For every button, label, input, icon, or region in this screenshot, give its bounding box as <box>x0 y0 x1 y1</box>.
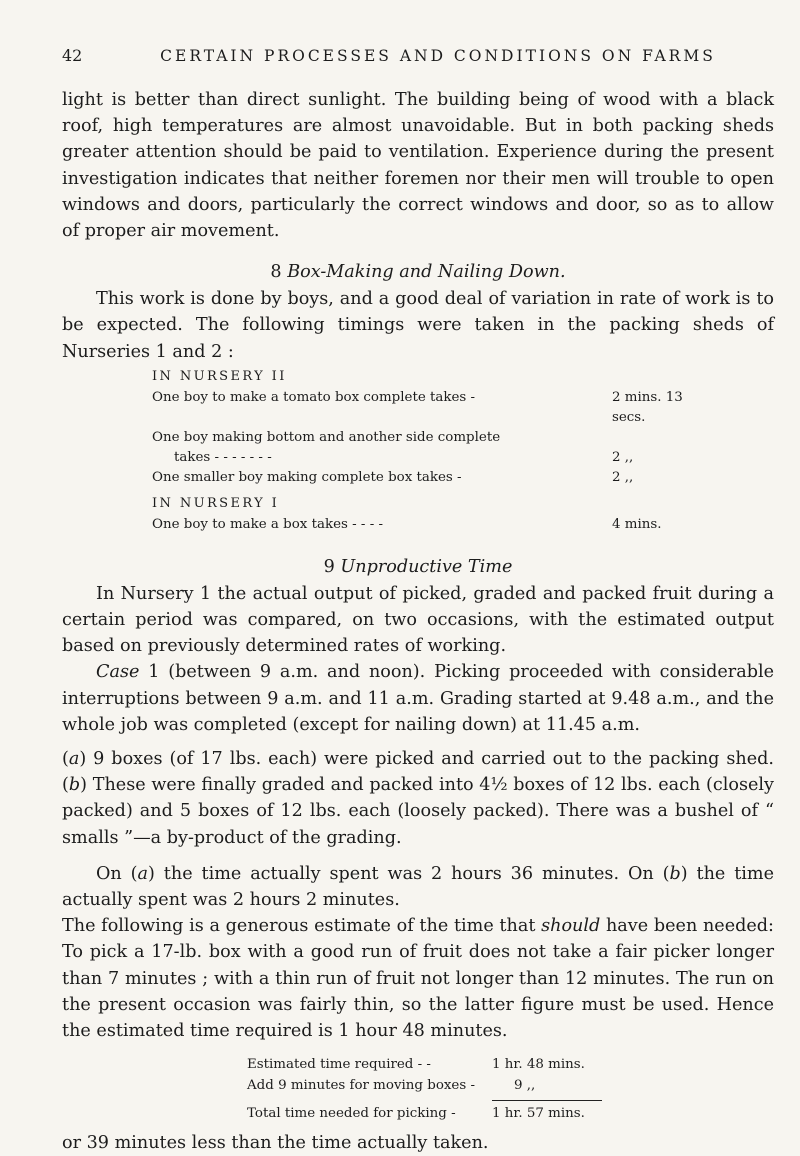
estimate-table <box>247 1054 627 1124</box>
running-header <box>62 46 774 65</box>
section-9-paragraph: In Nursery 1 the actual output of picked, graded and packed fruit during a certain period was compared, on two occasions, with the estimated output based on previously determined rates of working. <box>62 583 774 657</box>
section-8-number: 8 <box>270 262 282 283</box>
nursery-1-timings <box>152 515 712 535</box>
estimate-total-row: Total time needed for picking - 1 hr. 57 mins. <box>247 1106 585 1122</box>
running-title: CERTAIN PROCESSES AND CONDITIONS ON FARMS <box>160 47 716 65</box>
section-8-heading <box>62 262 774 282</box>
nursery-1-heading: IN NURSERY I <box>152 495 280 511</box>
boxes-paragraph: (a) 9 boxes (of 17 lbs. each) were picked and carried out to the packing shed. (b) These were finally graded and packed into 4½ boxes of 12 lbs. each (closely packed) and 5 boxes of 12 lbs. each (loosely packed). There was a bushel of “ smalls ”—a by-product of the grading. <box>62 749 774 848</box>
section-8-paragraph: This work is done by boys, and a good deal of variation in rate of work is to be expected. The following timings were taken in the packing sheds of Nurseries 1 and 2 : <box>62 289 774 362</box>
nursery-2-heading: IN NURSERY II <box>152 368 287 384</box>
closing-line: or 39 minutes less than the time actually taken. <box>62 1133 489 1154</box>
estimate-row: Add 9 minutes for moving boxes - 9 ,, <box>247 1078 536 1094</box>
estimate-row: Estimated time required - - 1 hr. 48 mins. <box>247 1057 585 1073</box>
section-9-title: Unproductive Time <box>340 556 513 577</box>
section-9-heading <box>62 557 774 577</box>
intro-paragraph: light is better than direct sunlight. The building being of wood with a black roof, high temperatures are almost unavoidable. But in both packing sheds greater attention should be paid to ventilation. Experience during the present investigation indicates that neither foremen nor their men will trouble to open windows and doors, particularly the correct windows and door, so as to allow of proper air movement. <box>62 90 774 242</box>
page-number: 42 <box>62 46 83 65</box>
sum-rule <box>492 1100 602 1101</box>
page <box>62 46 774 1156</box>
time-spent-paragraph: On (a) the time actually spent was 2 hours 36 minutes. On (b) the time actually spent was 2 hours 2 minutes. <box>62 863 775 911</box>
nursery-2-timings <box>152 388 712 488</box>
timing-row: One boy making bottom and another side complete <box>152 429 501 445</box>
timing-row: One smaller boy making complete box takes - 2 ,, <box>152 469 634 485</box>
case-paragraph: Case 1 (between 9 a.m. and noon). Picking proceeded with considerable interruptions between 9 a.m. and 11 a.m. Grading started at 9.48 a.m., and the whole job was completed (except for nailing down) at 11.45 a.m. <box>62 662 774 735</box>
timing-row: One boy to make a box takes - - - - 4 mins. <box>152 516 662 532</box>
timing-row: One boy to make a tomato box complete takes - 2 mins. 13 secs. <box>152 389 683 425</box>
estimate-paragraph: The following is a generous estimate of the time that should have been needed: To pick a 17-lb. box with a good run of fruit does not take a fair picker longer than 7 minutes ; with a thin run of fruit not longer than 12 minutes. The run on the present occasion was fairly thin, so the latter figure must be used. Hence the estimated time required is 1 hour 48 minutes. <box>62 916 774 1042</box>
section-8-title: Box-Making and Nailing Down. <box>287 262 566 283</box>
timing-row: takes - - - - - - - 2 ,, <box>174 449 634 465</box>
section-9-number: 9 <box>323 556 335 577</box>
